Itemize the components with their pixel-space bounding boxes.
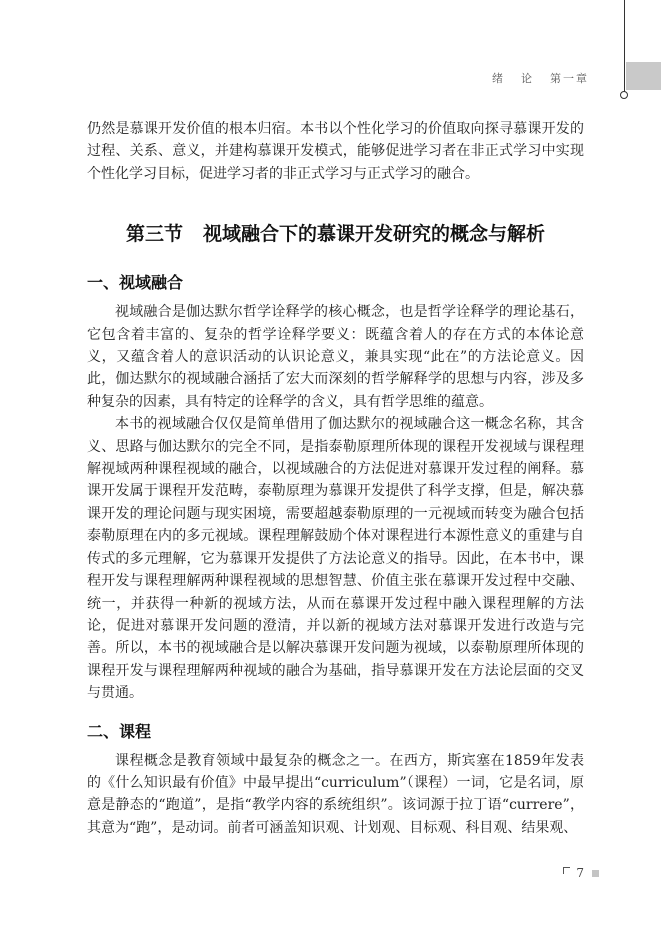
section-title xyxy=(87,219,584,246)
corner-mark-icon xyxy=(563,867,570,874)
page-body xyxy=(87,118,584,839)
heading-part2: 二、课程 xyxy=(87,721,152,741)
margin-rule-line xyxy=(624,0,625,92)
intro-paragraph: 仍然是慕课开发价值的根本归宿。本书以个性化学习的价值取向探寻慕课开发的过程、关系、意义，并建构慕课开发模式，能够促进学习者在非正式学习中实现个性化学习目标，促进学习者的非正式学习与正式学习的融合。 xyxy=(87,121,584,182)
paragraph: 本书的视域融合仅仅是简单借用了伽达默尔的视域融合这一概念名称，其含义、思路与伽达默尔的完全不同，是指泰勒原理所体现的课程开发视域与课程理解视域两种课程视域的融合，以视域融合的方法促进对慕课开发过程的阐释。慕课开发属于课程开发范畴，泰勒原理为慕课开发提供了科学支撑，但是，解决慕课开发的理论问题与现实困境，需要超越泰勒原理的一元视域而转变为融合包括泰勒原理在内的多元视域。课程理解鼓励个体对课程进行本源性意义的重建与自传式的多元理解，它为慕课开发提供了方法论意义的指导。因此，在本书中，课程开发与课程理解两种课程视域的思想智慧、价值主张在慕课开发过程中交融、统一，并获得一种新的视域方法，从而在慕课开发过程中融入课程理解的方法论，促进对慕课开发问题的澄清，并以新的视域方法对慕课开发进行改造与完善。所以，本书的视域融合是以解决慕课开发问题为视域，以泰勒原理所体现的课程开发与课程理解两种视域的融合为基础，指导慕课开发在方法论层面的交叉与贯通。 xyxy=(87,416,584,702)
paragraph: 课程概念是教育领域中最复杂的概念之一。在西方，斯宾塞在1859年发表的《什么知识最有价值》中最早提出“curriculum”（课程）一词，它是名词，原意是静态的“跑道”，是指“教学内容的系统组织”。该词源于拉丁语“currere”，其意为“跑”，是动词。前者可涵盖知识观、计划观、目标观、科目观、结果观、 xyxy=(87,752,584,836)
header-char-1: 绪 xyxy=(492,72,505,85)
header-chapter: 第一章 xyxy=(550,72,589,85)
header-char-2: 论 xyxy=(521,72,534,85)
margin-rule-dot xyxy=(620,91,628,99)
page-footer xyxy=(563,866,599,880)
section-number: 第三节 xyxy=(125,223,183,246)
paragraph: 视域融合是伽达默尔哲学诠释学的核心概念，也是哲学诠释学的理论基石，它包含着丰富的、复杂的哲学诠释学要义：既蕴含着人的存在方式的本体论意义，又蕴含着人的意识活动的认识论意义，兼具实现“此在”的方法论意义。因此，伽达默尔的视域融合涵括了宏大而深刻的哲学解释学的思想与内容，涉及多种复杂的因素，具有特定的诠释学的含义，具有哲学思维的蕴意。 xyxy=(87,304,584,410)
section-title-text: 视域融合下的慕课开发研究的概念与解析 xyxy=(203,223,546,246)
chapter-tab xyxy=(626,62,661,90)
square-mark-icon xyxy=(592,870,599,877)
running-header xyxy=(476,70,589,86)
page-number: 7 xyxy=(576,866,584,880)
heading-part1: 一、视域融合 xyxy=(87,273,184,293)
